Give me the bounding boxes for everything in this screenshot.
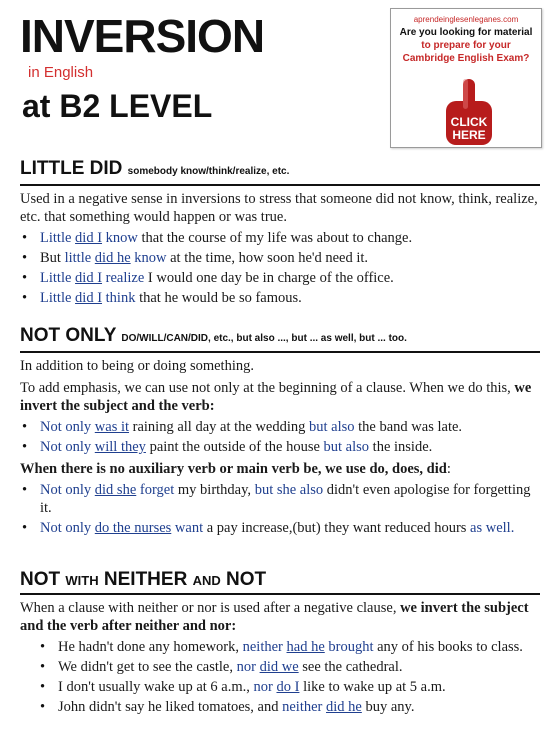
section-title-main: LITTLE DID [20,158,123,179]
section-title: NOT WITH NEITHER AND NOT [20,569,540,595]
section-little-did [20,158,540,309]
here-label: HERE [452,128,486,142]
list-item: • Little did I realize I would one day be in charge of the office. [20,269,540,287]
title-block [20,10,265,124]
section-neither-nor [20,569,540,718]
section-title-main: NOT ONLY [20,325,117,346]
example-list [20,229,540,307]
ad-line-3: Cambridge English Exam? [402,53,530,64]
section-note: When there is no auxiliary verb or main verb be, we use do, does, did: [20,461,451,477]
section-title-sub: somebody know/think/realize, etc. [127,166,290,177]
list-item: • Little did I know that the course of my life was about to change. [20,229,540,247]
list-item: • He hadn't done any homework, neither had he brought any of his books to class. [20,638,540,656]
list-item: • Not only was it raining all day at the wedding but also the band was late. [20,418,540,436]
section-title-sub-2: , etc., but also ..., but ... as well, but ... too. [208,333,407,344]
ad-line-1: Are you looking for material [399,27,533,38]
list-item: • We didn't get to see the castle, nor did we see the cathedral. [20,658,540,676]
level-heading: at B2 LEVEL [22,88,213,124]
section-description: When a clause with neither or nor is used after a negative clause, we invert the subject and the verb after neither and nor: [20,600,529,634]
list-item: • But little did he know at the time, how soon he'd need it. [20,249,540,267]
section-description: In addition to being or doing something. [20,358,254,374]
list-item: • Not only do the nurses want a pay increase,(but) they want reduced hours as well. [20,519,540,537]
section-paragraph: To add emphasis, we can use not only at the beginning of a clause. When we do this, we invert the subject and the verb: [20,380,532,414]
example-list [20,418,540,456]
list-item: • Little did I think that he would be so famous. [20,289,540,307]
list-item: • I don't usually wake up at 6 a.m., nor do I like to wake up at 5 a.m. [20,678,540,696]
section-not-only [20,325,540,539]
section-title-sub: DO/WILL/CAN/DID [121,333,209,344]
page-title: INVERSION [20,10,265,62]
list-item: • Not only will they paint the outside of the house but also the inside. [20,438,540,456]
ad-banner[interactable] [390,8,542,148]
example-list [20,638,540,716]
section-description: Used in a negative sense in inversions to stress that someone did not know, think, realize, etc. that something would happen or was true. [20,191,538,225]
page-subtitle: in English [28,64,94,81]
section-title [20,325,540,353]
section-title [20,158,540,186]
click-label: CLICK [450,115,488,129]
ad-line-2: to prepare for your [421,40,511,51]
ad-site[interactable]: aprendeinglesenleganes.com [413,15,519,24]
click-hand-icon [439,77,499,147]
list-item: • Not only did she forget my birthday, but she also didn't even apologise for forgetting it. [20,481,540,517]
list-item: • John didn't say he liked tomatoes, and neither did he buy any. [20,698,540,716]
click-here-button[interactable] [439,77,499,147]
example-list-2 [20,481,540,537]
